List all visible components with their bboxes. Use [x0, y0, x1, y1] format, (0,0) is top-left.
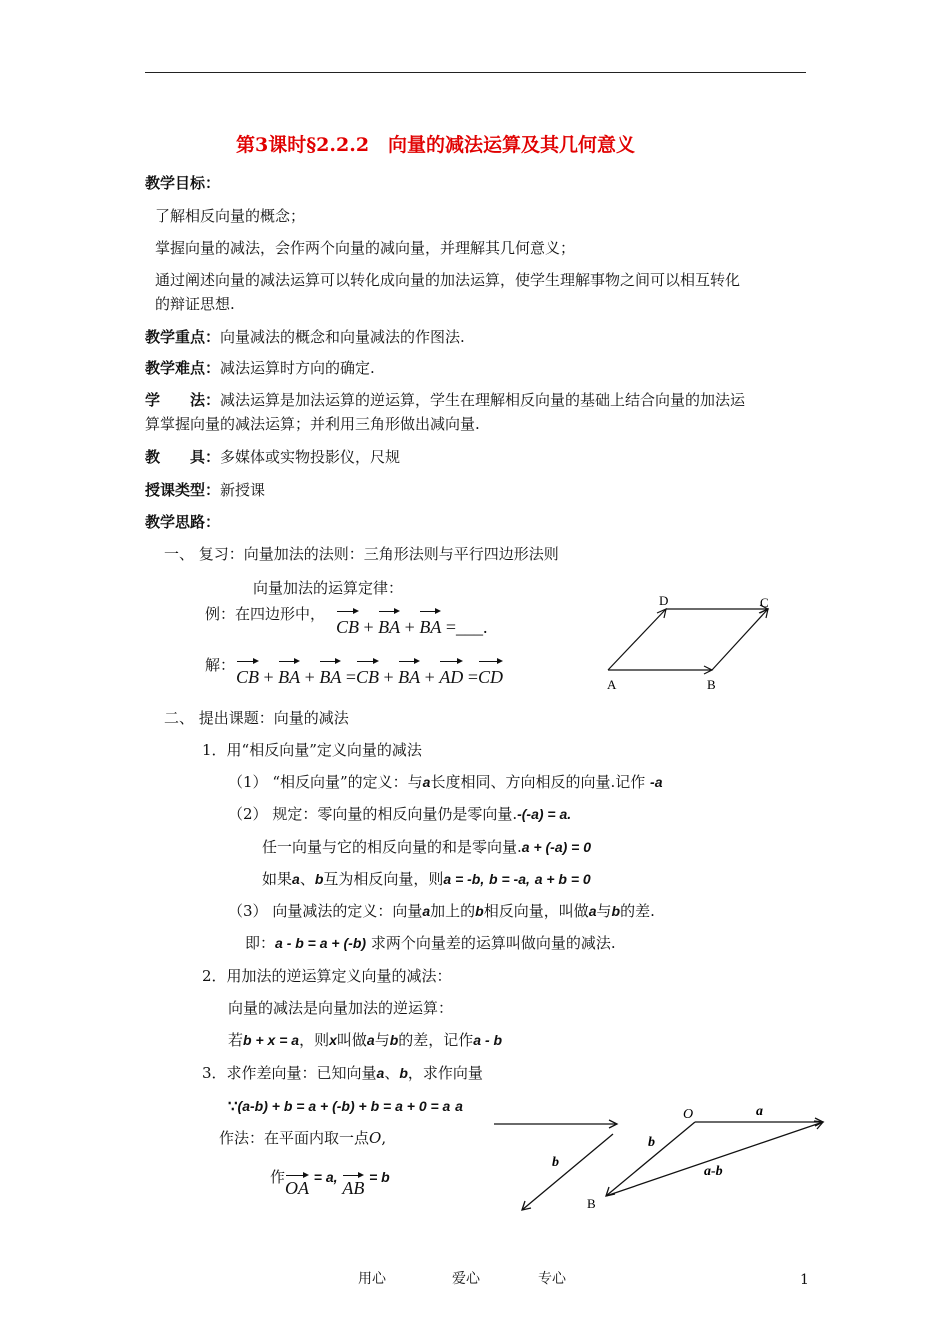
footer-3: 专心: [538, 1271, 566, 1287]
vector-ba: BA: [319, 658, 341, 690]
lesson-type: [145, 480, 265, 500]
section-2: 2．用加法的逆运算定义向量的减法：: [202, 967, 452, 985]
difficulty: [145, 358, 375, 378]
key-point: [145, 327, 465, 347]
study-method-label: 学 法：: [145, 391, 221, 409]
given-b-label: b: [552, 1155, 559, 1170]
vector-ba: BA: [378, 608, 400, 640]
item-number: （3）: [228, 902, 268, 920]
section-3-1: ∵(a-b) + b = a + (-b) + b = a + 0 = a a: [228, 1097, 463, 1115]
solution-label: 解：: [205, 656, 236, 674]
example-label: 例：在四边形中，: [205, 605, 326, 623]
section-1-2b: 任一向量与它的相反向量的和是零向量.a + (-a) = 0: [262, 838, 592, 856]
equals-sign: =: [467, 667, 478, 687]
page-title: 第3课时§2.2.2 向量的减法运算及其几何意义: [236, 134, 636, 156]
teaching-ideas-label: 教学思路：: [145, 513, 221, 531]
parallelogram-figure: [600, 592, 780, 696]
vector-cd: CD: [478, 658, 503, 690]
study-method: [145, 390, 745, 410]
section-1-3b: 即：a - b = a + (-b) 求两个向量差的运算叫做向量的减法.: [245, 934, 616, 952]
tools-text: 多媒体或实物投影仪，尺规: [220, 448, 401, 466]
section-3-2: 作法：在平面内取一点O,: [219, 1129, 387, 1147]
label-b: B: [707, 677, 716, 692]
section-3: 3．求作差向量：已知向量a、b，求作向量: [202, 1064, 483, 1082]
because-symbol: ∵: [228, 1097, 238, 1115]
vector-ad: AD: [439, 658, 463, 690]
item-number: （2）: [228, 805, 268, 823]
section-1: 1．用“相反向量”定义向量的减法: [202, 741, 422, 759]
tools: [145, 447, 400, 467]
difficulty-text: 减法运算时方向的确定.: [220, 359, 375, 377]
plus-sign: +: [424, 667, 435, 687]
lesson-type-text: 新授课: [220, 481, 266, 499]
lesson-type-label: 授课类型：: [145, 481, 221, 499]
point-o-label: O: [683, 1107, 694, 1122]
solution-expression: [236, 658, 503, 690]
vector-cb: CB: [356, 658, 379, 690]
side-b-label: b: [648, 1135, 655, 1150]
objective-1: 了解相反向量的概念；: [155, 207, 306, 225]
item-number: （1）: [228, 773, 268, 791]
key-point-text: 向量减法的概念和向量减法的作图法.: [220, 328, 465, 346]
label-c: C: [760, 595, 769, 610]
objective-2: 掌握向量的减法，会作两个向量的减向量，并理解其几何意义；: [155, 239, 576, 257]
plus-sign: +: [263, 667, 274, 687]
difficulty-label: 教学难点：: [145, 359, 221, 377]
footer-2: 爱心: [452, 1271, 480, 1287]
point-b-label: B: [587, 1196, 596, 1211]
side-a-label: a: [756, 1104, 763, 1119]
review-law: 向量加法的运算定律：: [253, 579, 404, 597]
equals-sign: =: [445, 617, 456, 637]
tools-label: 教 具：: [145, 448, 221, 466]
vector-ba: BA: [419, 608, 441, 640]
label-a: A: [607, 677, 617, 692]
vector-oa: OA: [285, 1172, 309, 1198]
study-method-text: 减法运算是加法运算的逆运算，学生在理解相反向量的基础上结合向量的加法运: [220, 391, 746, 409]
objective-3: 通过阐述向量的减法运算可以转化成向量的加法运算，使学生理解事物之间可以相互转化: [155, 271, 741, 289]
equals-sign: =: [345, 667, 356, 687]
section-1-3: （3） 向量减法的定义：向量a加上的b相反向量，叫做a与b的差.: [228, 902, 655, 920]
vector-cb: CB: [336, 608, 359, 640]
review-line: 一、 复习：向量加法的法则：三角形法则与平行四边形法则: [164, 545, 559, 563]
section-1-2c: 如果a、b互为相反向量，则a = -b, b = -a, a + b = 0: [262, 870, 591, 888]
objective-3-cont: 的辩证思想.: [155, 295, 235, 313]
example-expression: [336, 608, 487, 640]
header-rule: [145, 72, 806, 73]
side-amb-label: a-b: [704, 1164, 723, 1179]
plus-sign: +: [383, 667, 394, 687]
topic-heading: 二、 提出课题：向量的减法: [164, 709, 349, 727]
vector-ba: BA: [398, 658, 420, 690]
vector-ab: AB: [342, 1172, 364, 1198]
key-point-label: 教学重点：: [145, 328, 221, 346]
page-number: 1: [800, 1272, 809, 1288]
section-2-2: 若b + x = a，则x叫做a与b的差，记作a - b: [228, 1031, 503, 1049]
section-1-2: （2） 规定：零向量的相反向量仍是零向量.-(-a) = a.: [228, 805, 572, 823]
plus-sign: +: [304, 667, 315, 687]
section-1-1: （1） “相反向量”的定义：与a长度相同、方向相反的向量.记作 -a: [228, 773, 663, 791]
answer-blank: ___.: [455, 617, 488, 637]
plus-sign: +: [363, 617, 374, 637]
vector-cb: CB: [236, 658, 259, 690]
study-method-cont: 算掌握向量的减法运算；并利用三角形做出减向量.: [145, 415, 480, 433]
label-d: D: [659, 593, 669, 608]
footer-1: 用心: [358, 1271, 386, 1287]
section-3-3: 作OA = a, AB = b: [270, 1168, 390, 1198]
objectives-label: 教学目标：: [145, 174, 221, 192]
plus-sign: +: [404, 617, 415, 637]
section-2-1: 向量的减法是向量加法的逆运算：: [228, 999, 454, 1017]
vector-ba: BA: [278, 658, 300, 690]
vector-subtraction-figure: [488, 1098, 833, 1218]
